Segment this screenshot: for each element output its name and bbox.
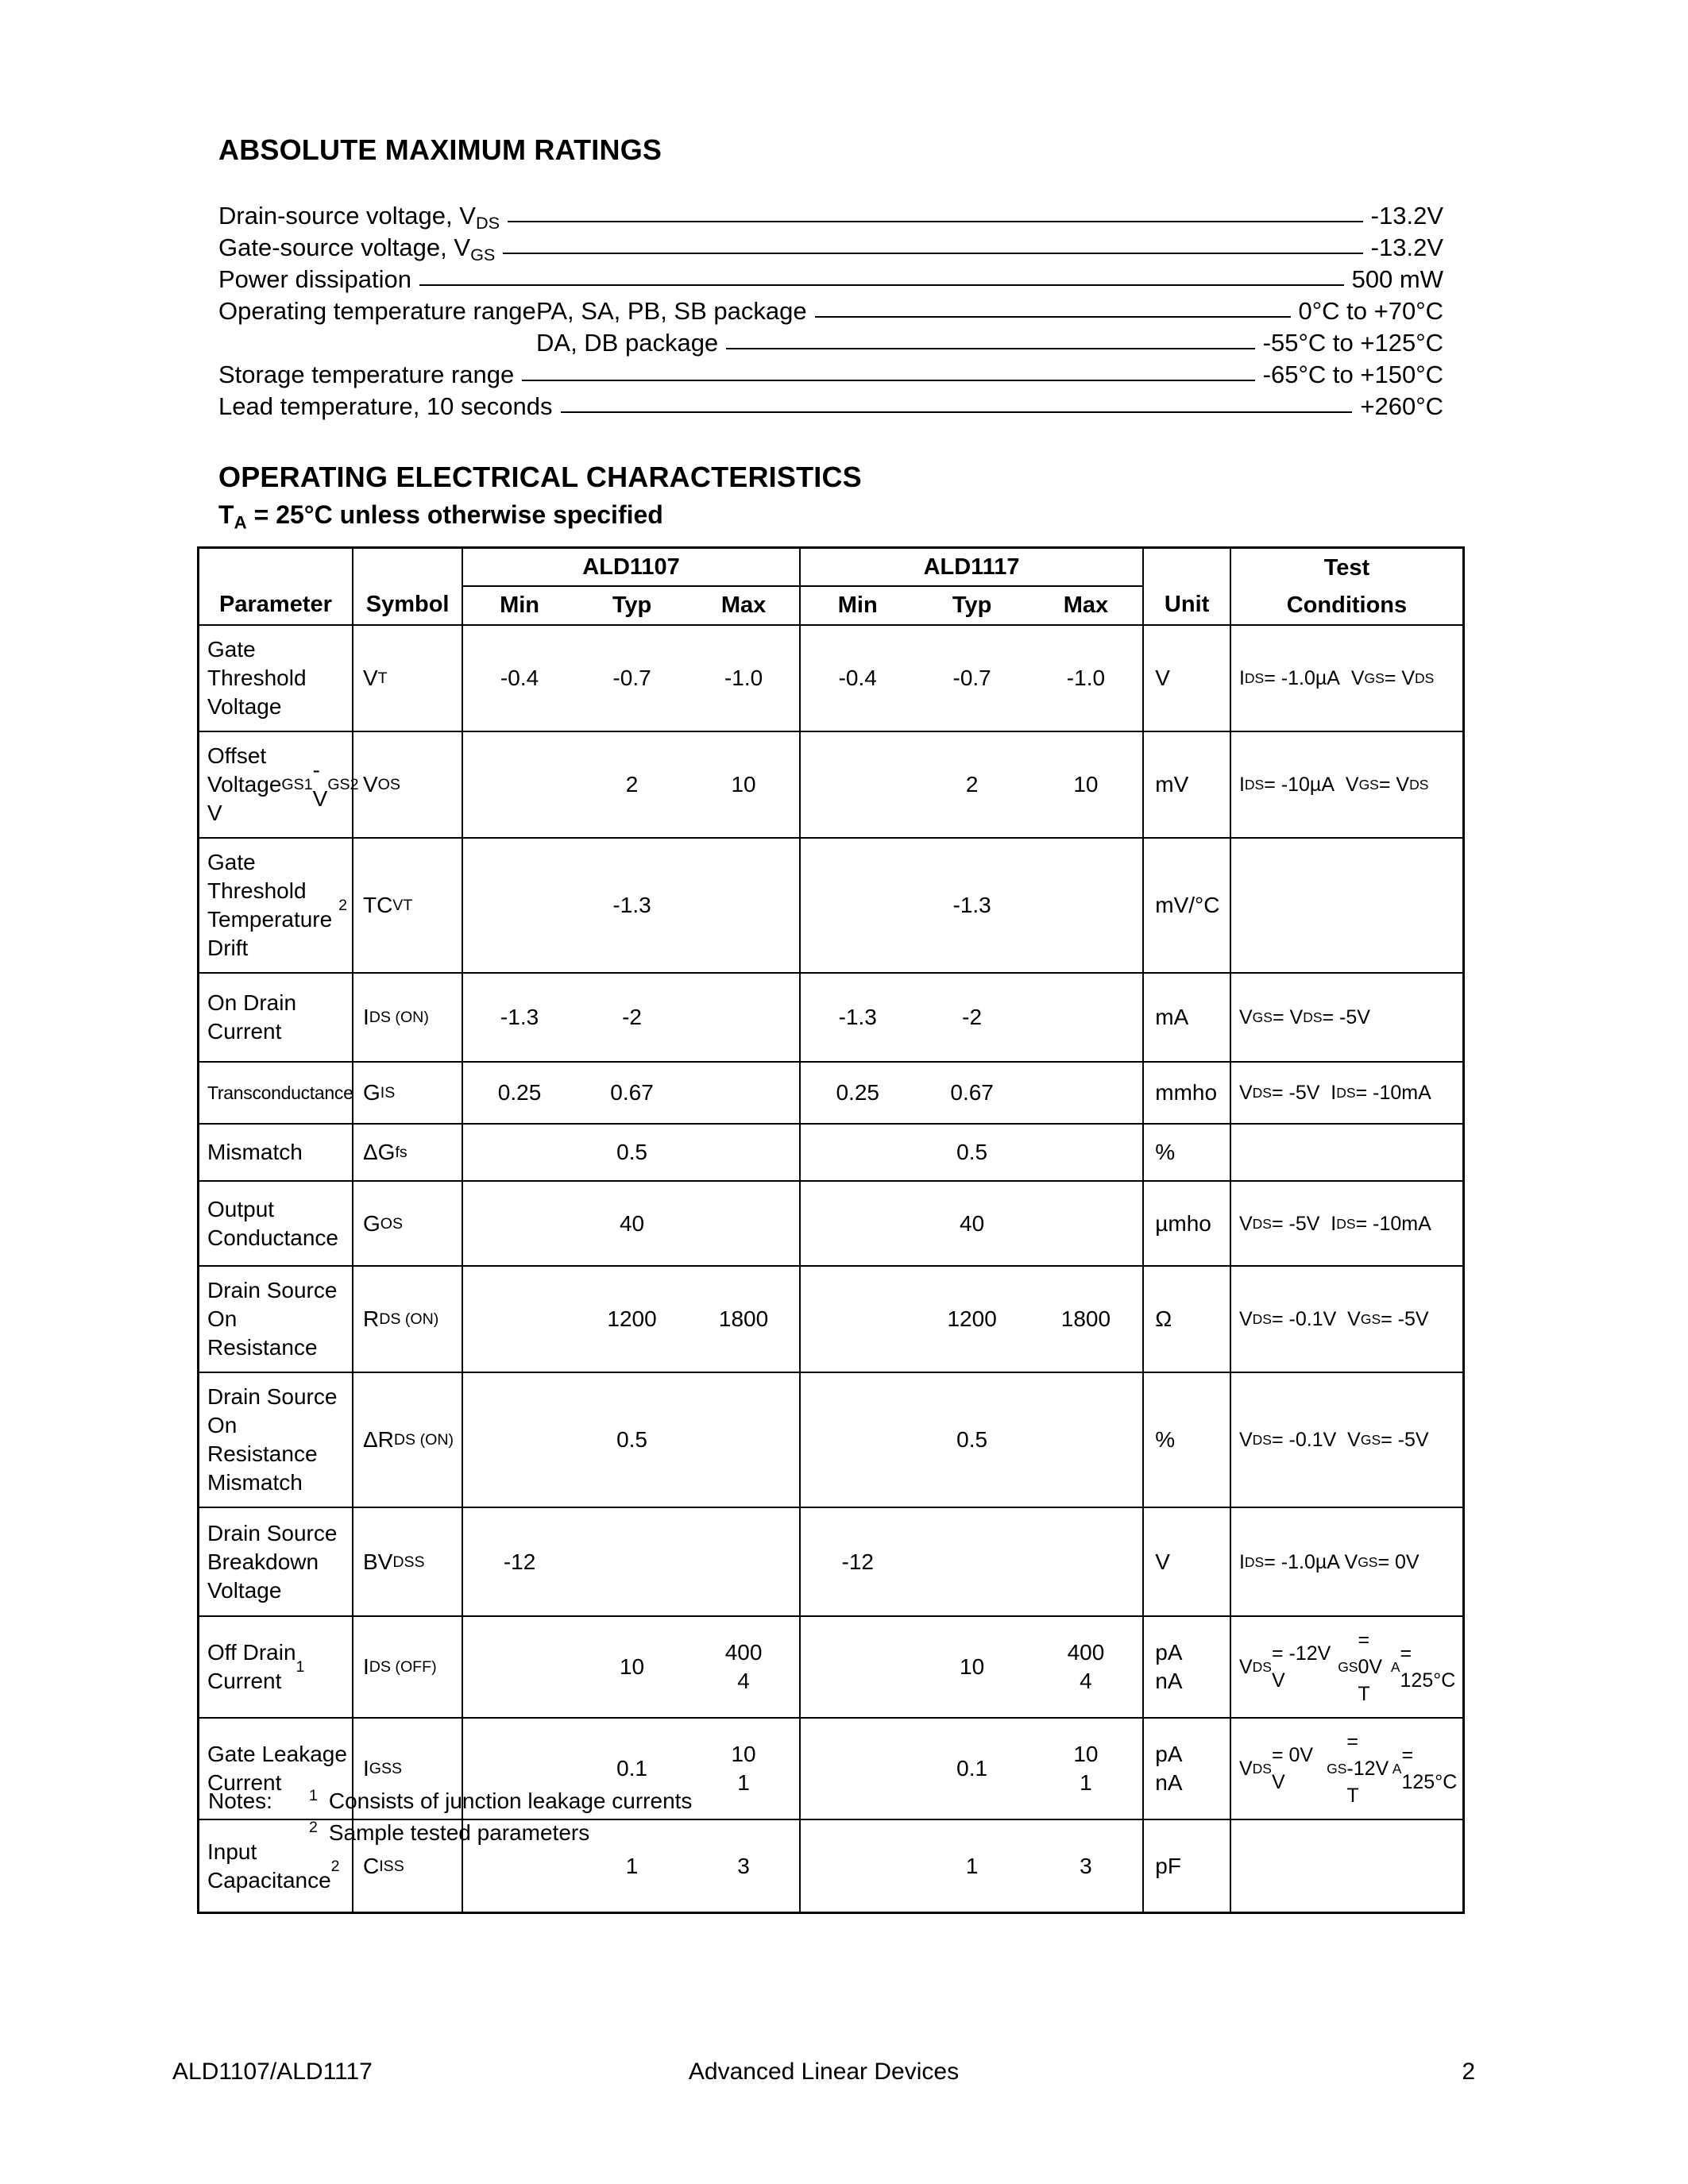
group-header-test: [1231, 549, 1462, 587]
rating-row: [218, 200, 1443, 232]
note-text: Sample tested parameters: [328, 1820, 590, 1845]
col-header-ald1107-max: [688, 587, 801, 624]
cell-conditions: I DS = -1.0µA V GS = 0V: [1238, 1550, 1420, 1573]
cell-ald1107-max: [688, 1182, 801, 1265]
cell-ald1107-typ: 0.5: [616, 1427, 648, 1452]
cell-ald1117-max: 10 1: [1029, 1719, 1145, 1819]
table-row: [199, 626, 1462, 732]
cell-ald1117-typ: 10: [960, 1654, 985, 1679]
group-header-ald1107: [463, 549, 801, 587]
cell-unit: V: [1144, 1508, 1231, 1615]
cell-ald1107-typ: -0.7: [612, 666, 651, 690]
table-row: [199, 1182, 1462, 1267]
cell-unit: mV: [1144, 732, 1231, 837]
cell-ald1117-typ: -1.3: [952, 893, 991, 917]
col-header-ald1117-typ: [915, 587, 1029, 624]
cell-ald1107-min: -1.3: [500, 1005, 539, 1029]
table-body: [199, 626, 1462, 1912]
characteristics-table: [197, 546, 1465, 1914]
operating-characteristics-section: [218, 461, 862, 533]
cell-ald1107-min: 0.25: [497, 1080, 542, 1105]
cell-ald1117-typ: 2: [965, 772, 979, 797]
footer-part-number: ALD1107/ALD1117: [172, 2059, 373, 2085]
col-header-typ-label: Typ: [952, 592, 992, 618]
leader-line: [503, 253, 1362, 254]
cell-ald1117-min: -0.4: [838, 666, 877, 690]
cell-ald1107-min: [463, 1182, 576, 1265]
cell-conditions: [1231, 1125, 1462, 1180]
cell-ald1117-typ: 40: [960, 1210, 985, 1236]
cell-ald1107-max: 1800: [688, 1267, 801, 1372]
cell-ald1107-typ: 2: [625, 772, 639, 797]
rating-label: Power dissipation: [218, 265, 411, 293]
leader-line: [561, 411, 1353, 413]
cell-symbol: G OS: [353, 1182, 463, 1265]
notes-label: Notes:: [208, 1788, 272, 1813]
cell-conditions: [1231, 839, 1462, 972]
table-row: [199, 839, 1462, 974]
group-header-ald1107-label: ALD1107: [582, 554, 680, 580]
col-header-ald1117-min: [801, 587, 915, 624]
rating-label: Gate-source voltage, $V_{GS}$: [218, 233, 496, 265]
table-row: [199, 974, 1462, 1063]
cell-parameter: Transconductance: [199, 1063, 353, 1123]
cell-symbol: V T: [353, 626, 463, 731]
cell-parameter: Mismatch: [199, 1125, 353, 1180]
cell-ald1117-min: [801, 1719, 915, 1819]
note-marker: 1: [308, 1787, 318, 1805]
col-header-symbol: [353, 549, 463, 624]
col-header-ald1107-min: [463, 587, 576, 624]
cell-conditions: V GS = V DS = -5V: [1238, 1006, 1370, 1028]
cell-ald1107-typ: -1.3: [612, 893, 651, 917]
note-item: [309, 1817, 692, 1849]
cell-ald1107-typ: 0.1: [616, 1756, 648, 1781]
cell-ald1117-typ: -0.7: [952, 666, 991, 690]
rating-value: -13.2V: [1370, 233, 1443, 261]
cell-ald1107-min: [463, 1267, 576, 1372]
cell-ald1107-min: -12: [503, 1549, 536, 1574]
cell-ald1117-min: [801, 732, 915, 837]
cell-unit: Ω: [1144, 1267, 1231, 1372]
cell-ald1107-typ: -2: [622, 1005, 642, 1029]
cell-ald1107-max: 10: [688, 732, 801, 837]
cell-ald1117-typ: 1: [965, 1853, 979, 1878]
cell-ald1107-max: [688, 839, 801, 972]
page-footer: [172, 2059, 1475, 2086]
rating-sublabel: PA, SA, PB, SB package: [536, 297, 807, 325]
cell-conditions: [1231, 1820, 1462, 1912]
note-marker: 2: [308, 1819, 318, 1837]
cell-ald1107-min: -0.4: [500, 666, 539, 690]
group-header-ald1117: [801, 549, 1144, 587]
table-row: [199, 1125, 1462, 1182]
cell-ald1117-min: [801, 1820, 915, 1912]
cell-ald1107-typ: 1200: [607, 1306, 657, 1331]
cell-conditions: V DS = -0.1V V GS = -5V: [1238, 1429, 1429, 1451]
cell-parameter: Off Drain Current 1: [199, 1617, 353, 1717]
cell-parameter: Drain Source On Resistance: [199, 1267, 353, 1372]
cell-ald1107-max: [688, 974, 801, 1061]
cell-parameter: Gate Leakage Current: [199, 1719, 353, 1819]
table-row: [199, 1508, 1462, 1617]
cell-ald1107-max: -1.0: [688, 626, 801, 731]
cell-ald1117-min: 0.25: [836, 1080, 879, 1105]
rating-label: Storage temperature range: [218, 361, 515, 388]
cell-ald1117-typ: 0.5: [956, 1140, 988, 1164]
col-header-parameter-label: Parameter: [219, 592, 332, 617]
cell-conditions: I DS = -10µA V GS = V DS: [1238, 774, 1429, 796]
cell-ald1107-min: [463, 732, 576, 837]
cell-parameter: Gate Threshold Temperature Drift 2: [199, 839, 353, 972]
col-header-max-label: Max: [1063, 592, 1109, 618]
notes-section: [208, 1785, 692, 1849]
cell-ald1117-typ: 0.5: [956, 1427, 988, 1452]
cell-ald1107-max: 400 4: [688, 1617, 801, 1717]
cell-ald1107-typ: 1: [625, 1853, 639, 1878]
note-item: [309, 1785, 692, 1817]
cell-ald1117-min: [801, 1182, 915, 1265]
cell-unit: mA: [1144, 974, 1231, 1061]
cell-symbol: I GSS: [353, 1719, 463, 1819]
cell-ald1117-min: -1.3: [838, 1005, 877, 1029]
table-row: [199, 1267, 1462, 1373]
cell-ald1117-max: 1800: [1029, 1267, 1145, 1372]
cell-symbol: I DS (OFF): [353, 1617, 463, 1717]
col-header-ald1107-typ: [576, 587, 689, 624]
cell-ald1117-min: [801, 1267, 915, 1372]
rating-value: -65°C to +150°C: [1262, 361, 1443, 388]
rating-label: [218, 327, 536, 359]
cell-ald1117-max: -1.0: [1029, 626, 1145, 731]
cell-conditions: V DS = -12V V GS = 0V T A = 125°C: [1238, 1629, 1456, 1705]
cell-parameter: Offset Voltage V GS1 -V GS2: [199, 732, 353, 837]
rating-value: +260°C: [1360, 392, 1443, 420]
cell-unit: mmho: [1144, 1063, 1231, 1123]
cell-parameter: Drain Source On Resistance Mismatch: [199, 1373, 353, 1507]
cell-ald1117-max: [1029, 1125, 1145, 1180]
cell-ald1107-max: [688, 1125, 801, 1180]
col-header-unit-label: Unit: [1164, 592, 1210, 617]
cell-ald1117-max: [1029, 1373, 1145, 1507]
col-header-typ-label: Typ: [612, 592, 652, 618]
col-header-parameter: [199, 549, 353, 624]
rating-row: [218, 359, 1443, 391]
leader-line: [815, 316, 1291, 318]
cell-ald1117-max: [1029, 974, 1145, 1061]
cell-parameter: Drain Source Breakdown Voltage: [199, 1508, 353, 1615]
cell-ald1107-typ: [576, 1508, 689, 1615]
absolute-maximum-ratings-section: [218, 133, 1443, 423]
cell-parameter: Input Capacitance 2: [199, 1820, 353, 1912]
cell-ald1117-max: [1029, 839, 1145, 972]
table-row: [199, 732, 1462, 839]
rating-value: 500 mW: [1351, 265, 1443, 293]
notes-list: [309, 1785, 692, 1849]
table-row: [199, 1063, 1462, 1125]
cell-symbol: C ISS: [353, 1820, 463, 1912]
rating-label: Drain-source voltage, $V_{DS}$: [218, 202, 500, 233]
cell-conditions: V DS = -5V I DS = -10mA: [1238, 1212, 1431, 1235]
cell-ald1107-typ: 0.5: [616, 1140, 648, 1164]
cell-ald1117-max: 10: [1029, 732, 1145, 837]
cell-unit: µmho: [1144, 1182, 1231, 1265]
cell-ald1117-min: -12: [841, 1549, 874, 1574]
cell-ald1117-typ: 1200: [947, 1306, 997, 1331]
cell-unit: pF: [1144, 1820, 1231, 1912]
col-header-min-label: Min: [837, 592, 878, 618]
cell-conditions: V DS = -0.1V V GS = -5V: [1238, 1308, 1429, 1330]
group-header-ald1117-label: ALD1117: [923, 554, 1020, 580]
col-header-symbol-label: Symbol: [365, 592, 450, 617]
col-header-max-label: Max: [720, 592, 767, 618]
cell-conditions: V DS = 0V V GS = -12V T A = 125°C: [1238, 1731, 1458, 1807]
cell-conditions: I DS = -1.0µA V GS = V DS: [1238, 667, 1435, 689]
characteristics-heading: OPERATING ELECTRICAL CHARACTERISTICS: [218, 461, 862, 493]
cell-ald1117-max: [1029, 1063, 1145, 1123]
ratings-list: [218, 200, 1443, 423]
cell-ald1117-max: [1029, 1182, 1145, 1265]
group-header-test-label: Test: [1323, 554, 1370, 581]
rating-sublabel: DA, DB package: [536, 329, 719, 357]
rating-value: 0°C to +70°C: [1298, 297, 1443, 325]
cell-ald1117-typ: 0.1: [956, 1756, 988, 1781]
cell-parameter: Output Conductance: [199, 1182, 353, 1265]
rating-value: -55°C to +125°C: [1262, 329, 1443, 357]
cell-symbol: G IS: [353, 1063, 463, 1123]
cell-unit: pA nA: [1144, 1719, 1231, 1819]
table-row: [199, 1617, 1462, 1719]
ratings-heading: ABSOLUTE MAXIMUM RATINGS: [218, 133, 662, 166]
leader-line: [522, 380, 1254, 381]
table-row: [199, 1373, 1462, 1508]
footer-company: Advanced Linear Devices: [688, 2059, 960, 2085]
cell-ald1117-typ: -2: [962, 1005, 983, 1029]
cell-conditions: V DS = -5V I DS = -10mA: [1238, 1082, 1431, 1104]
cell-ald1107-typ: 40: [619, 1210, 645, 1236]
cell-ald1117-typ: 0.67: [950, 1080, 994, 1105]
cell-parameter: On Drain Current: [199, 974, 353, 1061]
cell-unit: V: [1144, 626, 1231, 731]
cell-symbol: I DS (ON): [353, 974, 463, 1061]
cell-ald1117-max: 3: [1029, 1820, 1145, 1912]
cell-ald1107-typ: 10: [619, 1654, 645, 1679]
cell-ald1117-min: [801, 1617, 915, 1717]
cell-ald1117-min: [801, 1373, 915, 1507]
cell-unit: %: [1144, 1125, 1231, 1180]
cell-ald1107-min: [463, 1125, 576, 1180]
cell-unit: %: [1144, 1373, 1231, 1507]
cell-unit: mV/°C: [1144, 839, 1231, 972]
cell-ald1107-min: [463, 839, 576, 972]
cell-ald1107-max: [688, 1373, 801, 1507]
characteristics-subheading: $T_A = 25^\circ C$ unless otherwise specified: [218, 500, 663, 533]
cell-ald1107-max: [688, 1508, 801, 1615]
cell-symbol: TC VT: [353, 839, 463, 972]
col-header-unit: [1144, 549, 1231, 624]
rating-value: -13.2V: [1370, 202, 1443, 230]
cell-symbol: R DS (ON): [353, 1267, 463, 1372]
cell-ald1117-min: [801, 1125, 915, 1180]
rating-row: [218, 327, 1443, 359]
cell-ald1107-max: [688, 1063, 801, 1123]
table-header: [199, 549, 1462, 626]
cell-symbol: V OS: [353, 732, 463, 837]
rating-row: [218, 232, 1443, 264]
cell-ald1107-min: [463, 1373, 576, 1507]
cell-ald1117-max: 400 4: [1029, 1617, 1145, 1717]
note-text: Consists of junction leakage currents: [328, 1788, 693, 1813]
rating-label: Lead temperature, 10 seconds: [218, 392, 553, 420]
col-header-ald1117-max: [1029, 587, 1145, 624]
footer-page-number: 2: [1462, 2059, 1475, 2085]
col-header-conditions: [1231, 587, 1462, 624]
leader-line: [419, 284, 1344, 286]
rating-label: Operating temperature range: [218, 297, 536, 325]
cell-ald1117-max: [1029, 1508, 1145, 1615]
rating-row: [218, 264, 1443, 295]
cell-ald1117-typ: [915, 1508, 1029, 1615]
cell-ald1107-min: [463, 1617, 576, 1717]
cell-symbol: ΔG fs: [353, 1125, 463, 1180]
rating-row: [218, 391, 1443, 423]
cell-unit: pA nA: [1144, 1617, 1231, 1717]
cell-ald1107-typ: 0.67: [610, 1080, 654, 1105]
col-header-min-label: Min: [500, 592, 540, 618]
cell-parameter: Gate Threshold Voltage: [199, 626, 353, 731]
cell-ald1107-max: 3: [688, 1820, 801, 1912]
rating-row: [218, 295, 1443, 327]
leader-line: [726, 348, 1255, 349]
col-header-conditions-label: Conditions: [1286, 592, 1408, 618]
cell-symbol: BV DSS: [353, 1508, 463, 1615]
leader-line: [508, 221, 1363, 222]
cell-ald1107-max: 10 1: [688, 1719, 801, 1819]
cell-symbol: ΔR DS (ON): [353, 1373, 463, 1507]
cell-ald1117-min: [801, 839, 915, 972]
